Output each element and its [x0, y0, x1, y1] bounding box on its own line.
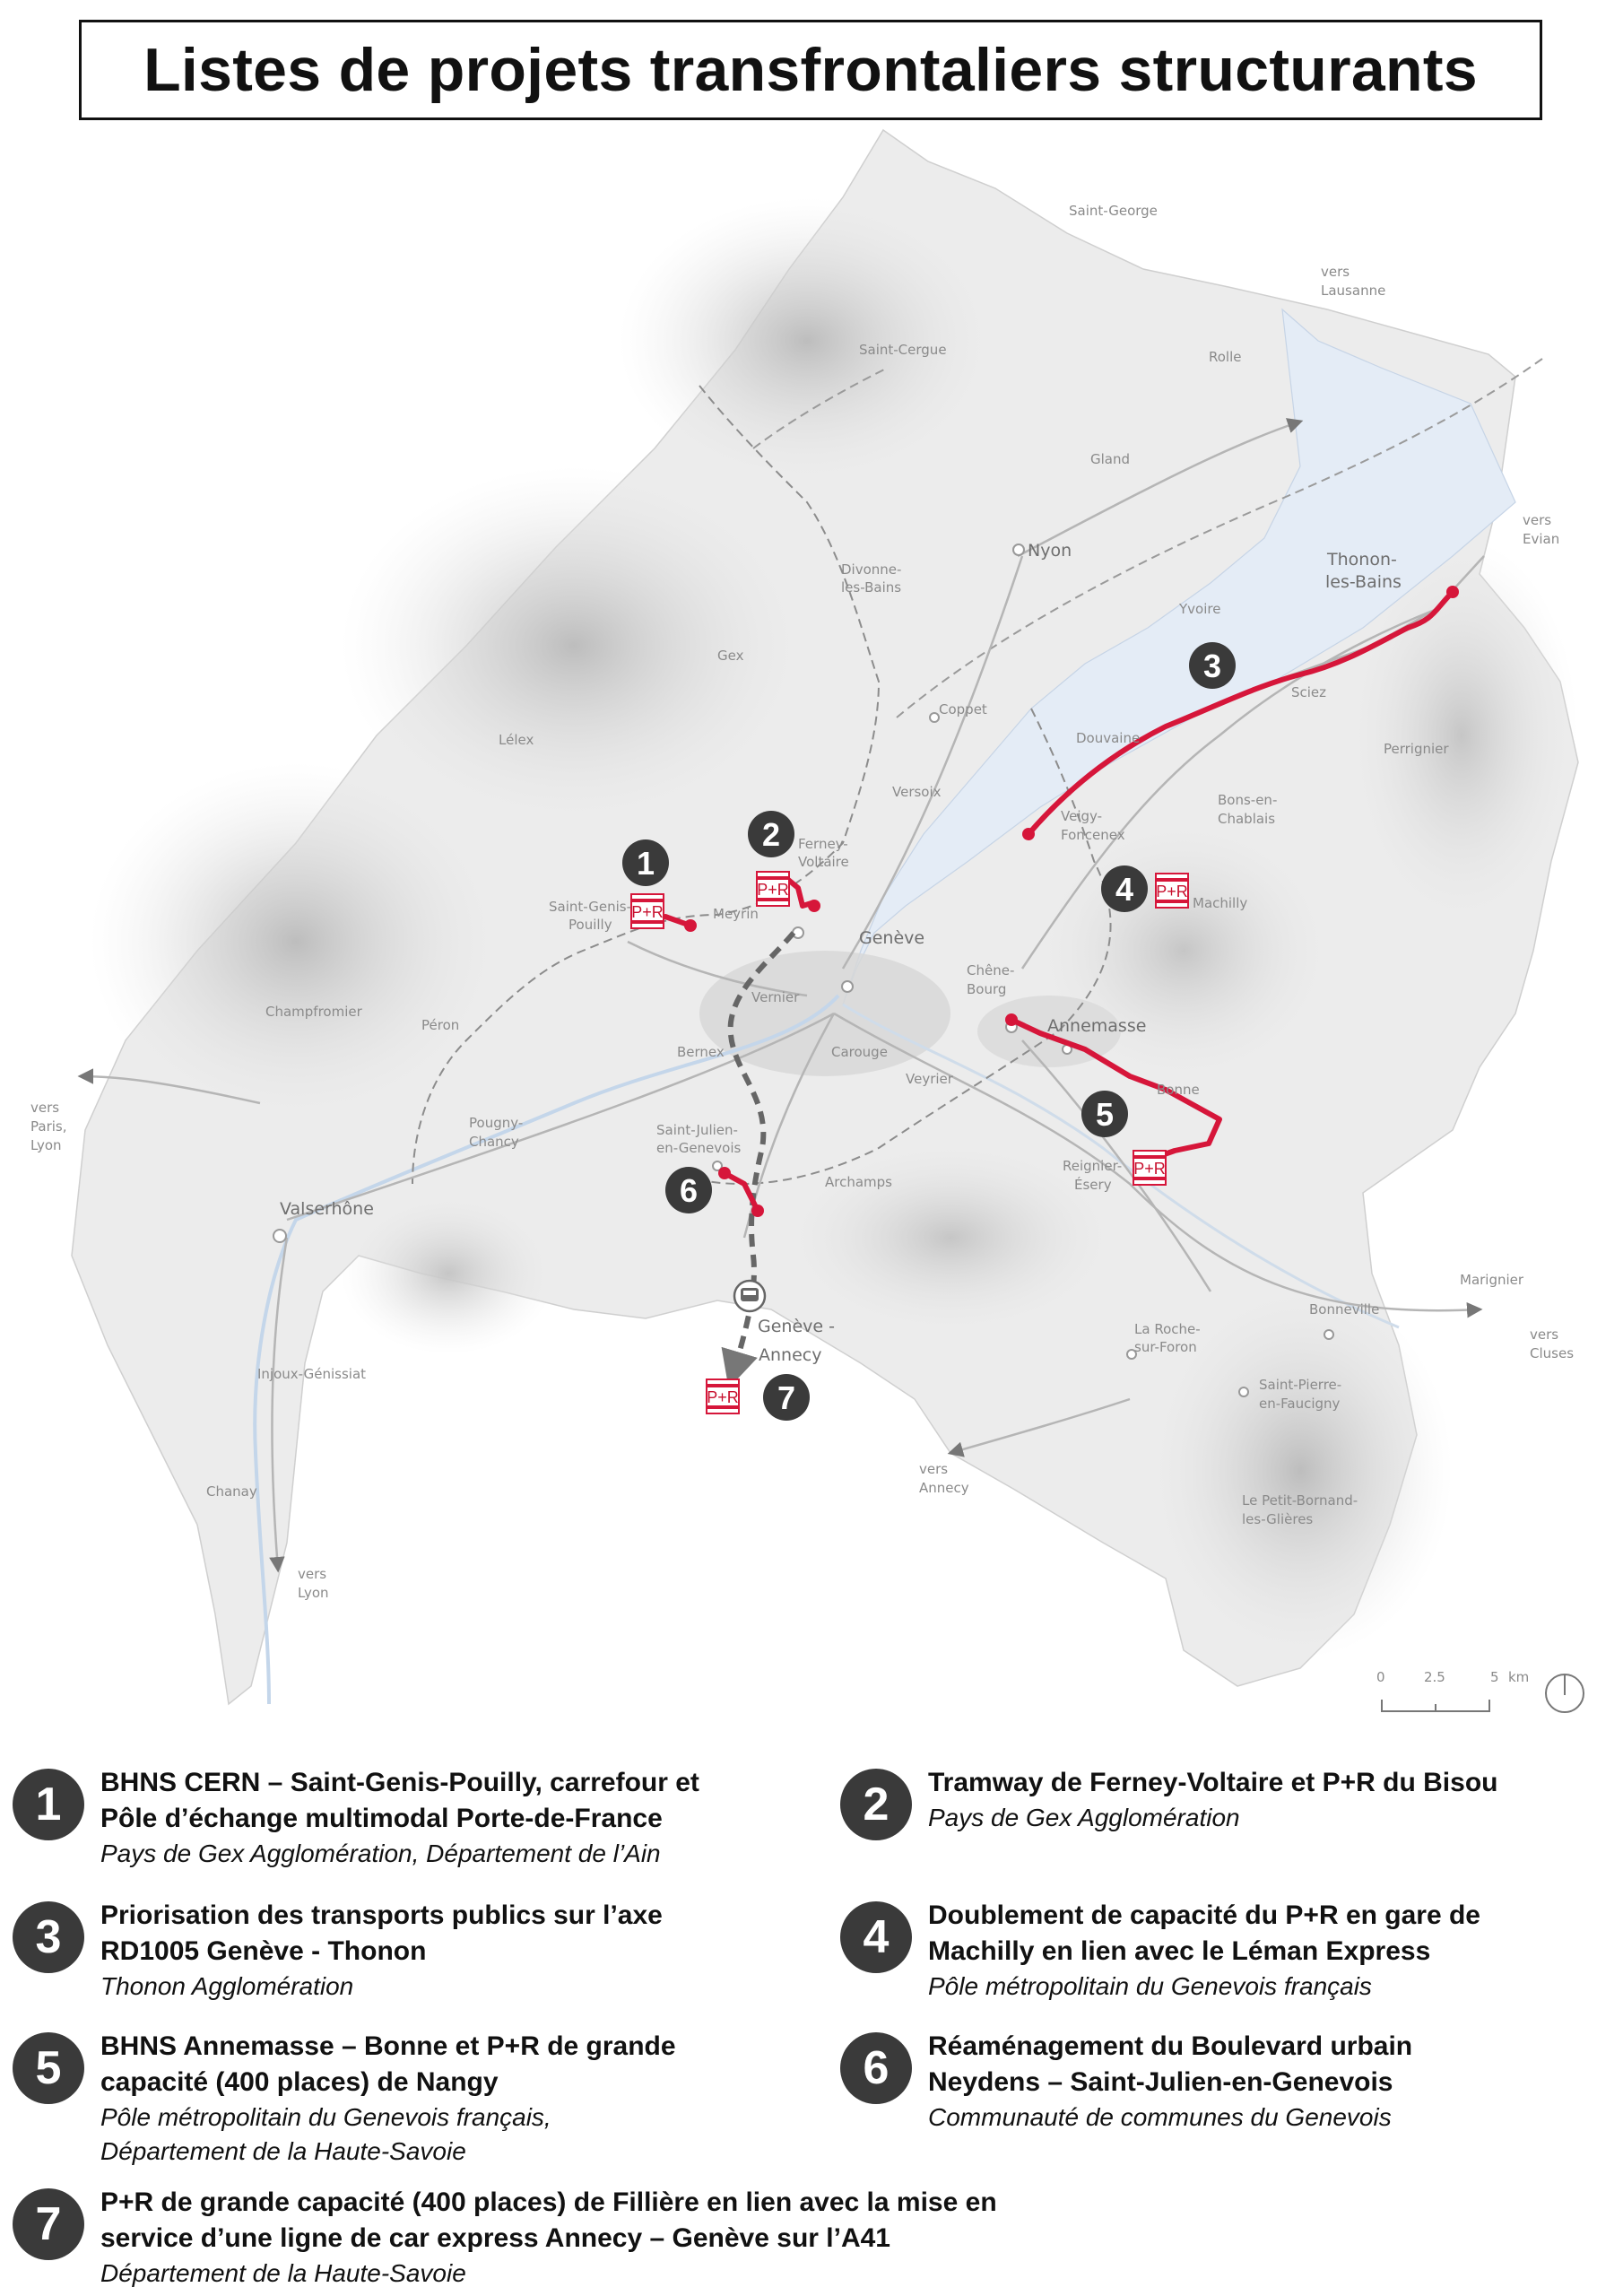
- legend-item-7: [13, 2185, 997, 2291]
- legend-title-6a: Réaménagement du Boulevard urbain: [928, 2031, 1413, 2061]
- relief-jura-south: [90, 762, 502, 1121]
- label-carouge: Carouge: [831, 1044, 888, 1060]
- label-esery: Ésery: [1074, 1177, 1112, 1193]
- legend-sub-4: Pôle métropolitain du Genevois français: [928, 1972, 1372, 2000]
- label-veigy: Veigy-: [1061, 808, 1103, 824]
- label-champfromier: Champfromier: [265, 1004, 362, 1020]
- label-geneve-annecy: Genève -: [758, 1317, 835, 1336]
- label-bernex: Bernex: [677, 1044, 725, 1060]
- legend-title-1b: Pôle d’échange multimodal Porte-de-France: [100, 1804, 663, 1833]
- label-nyon: Nyon: [1028, 541, 1072, 561]
- label-petit-bornand: Le Petit-Bornand-: [1242, 1492, 1358, 1509]
- legend-item-3: [13, 1898, 663, 2004]
- label-annecy-stop: Annecy: [759, 1345, 822, 1365]
- label-chablais: Chablais: [1218, 811, 1276, 827]
- label-bons: Bons-en-: [1218, 792, 1278, 808]
- label-saint-cergue: Saint-Cergue: [859, 342, 947, 358]
- legend-sub-7: Département de la Haute-Savoie: [100, 2259, 466, 2287]
- label-douvaine: Douvaine: [1076, 730, 1141, 746]
- label-saint-george: Saint-George: [1069, 203, 1158, 219]
- pr-label-1: P+R: [631, 903, 664, 921]
- label-pougny: Pougny-: [469, 1115, 524, 1131]
- label-bourg: Bourg: [967, 981, 1007, 997]
- label-lausanne: Lausanne: [1321, 283, 1386, 299]
- legend-badge-3: 3: [13, 1901, 84, 1973]
- label-vernier: Vernier: [751, 989, 800, 1005]
- label-rolle: Rolle: [1209, 349, 1242, 365]
- map-badge-6: [665, 1167, 712, 1213]
- pr-marker-4: [1156, 874, 1188, 908]
- legend-sub-5b: Département de la Haute-Savoie: [100, 2137, 466, 2165]
- label-voltaire: Voltaire: [798, 854, 849, 870]
- label-en-faucigny: en-Faucigny: [1259, 1396, 1341, 1412]
- bus-icon: [734, 1281, 765, 1311]
- map-badge-1: [622, 839, 669, 886]
- map-badge-5: [1081, 1091, 1128, 1137]
- label-meyrin: Meyrin: [713, 906, 759, 922]
- legend-sub-5a: Pôle métropolitain du Genevois français,: [100, 2103, 551, 2131]
- map-badge-2: [748, 811, 794, 857]
- pr-marker-1: [631, 894, 664, 928]
- label-annemasse: Annemasse: [1047, 1016, 1147, 1036]
- label-paris: Paris,: [30, 1118, 67, 1135]
- svg-text:4: 4: [1115, 871, 1134, 908]
- label-foncenex: Foncenex: [1061, 827, 1125, 843]
- label-geneve: Genève: [859, 928, 925, 948]
- map-badge-4: [1101, 865, 1148, 912]
- legend-title-7b: service d’une ligne de car express Annecy – Genève sur l’A41: [100, 2223, 890, 2253]
- scale-bar: [1376, 1669, 1529, 1711]
- north-arrow-icon: [1546, 1674, 1584, 1712]
- label-saint-julien: Saint-Julien-: [656, 1122, 738, 1138]
- legend-title-4b: Machilly en lien avec le Léman Express: [928, 1936, 1431, 1966]
- page-title: Listes de projets transfrontaliers structurants: [143, 36, 1478, 104]
- legend-title-6b: Neydens – Saint-Julien-en-Genevois: [928, 2067, 1393, 2097]
- scale-unit: km: [1508, 1669, 1530, 1685]
- label-bonne: Bonne: [1157, 1082, 1200, 1098]
- label-lyon-west: Lyon: [30, 1137, 62, 1153]
- label-marignier: Marignier: [1460, 1272, 1524, 1288]
- label-vers-evian: vers: [1523, 512, 1552, 528]
- legend-sub-2: Pays de Gex Agglomération: [928, 1804, 1240, 1831]
- label-vers-cluses: vers: [1530, 1326, 1559, 1343]
- label-saint-pierre: Saint-Pierre-: [1259, 1377, 1342, 1393]
- label-saint-genis: Saint-Genis-: [549, 899, 631, 915]
- label-en-genevois: en-Genevois: [656, 1140, 742, 1156]
- legend-title-5a: BHNS Annemasse – Bonne et P+R de grande: [100, 2031, 676, 2061]
- label-divonne: Divonne-: [841, 561, 902, 578]
- legend: [0, 1749, 1623, 2296]
- legend-item-4: [840, 1898, 1480, 2004]
- svg-text:1: 1: [636, 845, 655, 882]
- pr-marker-2: [757, 872, 789, 906]
- label-cluses: Cluses: [1530, 1345, 1575, 1361]
- label-ferney: Ferney-: [798, 836, 848, 852]
- svg-text:7: 7: [777, 1379, 796, 1416]
- pr-marker-5: [1133, 1151, 1166, 1185]
- label-versoix: Versoix: [892, 784, 942, 800]
- legend-title-7a: P+R de grande capacité (400 places) de Fillière en lien avec la mise en: [100, 2187, 997, 2217]
- legend-title-4a: Doublement de capacité du P+R en gare de: [928, 1900, 1480, 1930]
- legend-badge-1: 1: [13, 1769, 84, 1840]
- legend-item-1: [13, 1765, 699, 1871]
- label-thonon: Thonon-: [1327, 550, 1397, 570]
- label-divonne-les-bains: les-Bains: [841, 579, 902, 596]
- label-la-roche: La Roche-: [1134, 1321, 1201, 1337]
- legend-badge-4: 4: [840, 1901, 912, 1973]
- title-box: [79, 20, 1542, 120]
- legend-badge-7: 7: [13, 2188, 84, 2260]
- label-sur-foron: sur-Foron: [1134, 1339, 1197, 1355]
- label-lelex: Lélex: [499, 732, 534, 748]
- legend-item-6: [840, 2029, 1412, 2135]
- label-gland: Gland: [1090, 451, 1131, 467]
- legend-badge-2: 2: [840, 1769, 912, 1840]
- label-bonneville: Bonneville: [1309, 1301, 1380, 1318]
- label-annecy: Annecy: [919, 1480, 969, 1496]
- pr-label-4: P+R: [1156, 883, 1188, 900]
- label-chancy: Chancy: [469, 1134, 519, 1150]
- label-sciez: Sciez: [1291, 684, 1327, 700]
- map-badge-3: [1189, 642, 1236, 689]
- legend-sub-1: Pays de Gex Agglomération, Département de l’Ain: [100, 1839, 661, 1867]
- pr-label-5: P+R: [1133, 1160, 1166, 1178]
- label-reignier: Reignier-: [1063, 1158, 1123, 1174]
- label-les-glieres: les-Glières: [1242, 1511, 1314, 1527]
- label-perrignier: Perrignier: [1384, 741, 1449, 757]
- label-injoux: Injoux-Génissiat: [257, 1366, 367, 1382]
- label-veyrier: Veyrier: [906, 1071, 953, 1087]
- label-peron: Péron: [421, 1017, 460, 1033]
- pr-marker-7: [707, 1379, 739, 1413]
- svg-text:6: 6: [679, 1172, 699, 1209]
- label-gex: Gex: [717, 648, 744, 664]
- legend-badge-5: 5: [13, 2032, 84, 2104]
- svg-text:5: 5: [1095, 1096, 1115, 1133]
- legend-title-3b: RD1005 Genève - Thonon: [100, 1936, 427, 1966]
- regional-map: [0, 117, 1623, 1722]
- label-yvoire: Yvoire: [1179, 601, 1221, 617]
- relief-jura-mid: [341, 466, 807, 825]
- label-chanay: Chanay: [206, 1483, 257, 1500]
- label-vers-lyon: vers: [298, 1566, 327, 1582]
- legend-title-5b: capacité (400 places) de Nangy: [100, 2067, 499, 2097]
- svg-text:3: 3: [1202, 648, 1222, 684]
- scale-mid: 2.5: [1424, 1669, 1445, 1685]
- label-vers-lausanne: vers: [1321, 264, 1350, 280]
- scale-max: 5: [1490, 1669, 1499, 1685]
- relief-jura-north: [619, 197, 995, 484]
- label-machilly: Machilly: [1193, 895, 1248, 911]
- label-pouilly: Pouilly: [568, 917, 612, 933]
- legend-title-1a: BHNS CERN – Saint-Genis-Pouilly, carrefour et: [100, 1768, 699, 1797]
- label-archamps: Archamps: [825, 1174, 892, 1190]
- pr-label-2: P+R: [757, 881, 789, 899]
- legend-badge-6: 6: [840, 2032, 912, 2104]
- label-valserhone: Valserhône: [280, 1199, 374, 1219]
- legend-sub-3: Thonon Agglomération: [100, 1972, 354, 2000]
- label-chene: Chêne-: [967, 962, 1015, 978]
- legend-title-2: Tramway de Ferney-Voltaire et P+R du Bisou: [928, 1768, 1498, 1797]
- label-lyon: Lyon: [298, 1585, 329, 1601]
- scale-zero: 0: [1376, 1669, 1385, 1685]
- svg-text:2: 2: [761, 816, 781, 853]
- legend-title-3a: Priorisation des transports publics sur l’axe: [100, 1900, 663, 1930]
- label-coppet: Coppet: [939, 701, 987, 718]
- label-vers-paris: vers: [30, 1100, 60, 1116]
- pr-label-7: P+R: [707, 1388, 739, 1406]
- map-badge-7: [763, 1374, 810, 1421]
- label-vers-annecy: vers: [919, 1461, 949, 1477]
- legend-item-5: [13, 2029, 676, 2169]
- label-evian: Evian: [1523, 531, 1560, 547]
- legend-sub-6: Communauté de communes du Genevois: [928, 2103, 1392, 2131]
- legend-item-2: [840, 1765, 1497, 1840]
- label-thonon-les-bains: les-Bains: [1325, 572, 1402, 592]
